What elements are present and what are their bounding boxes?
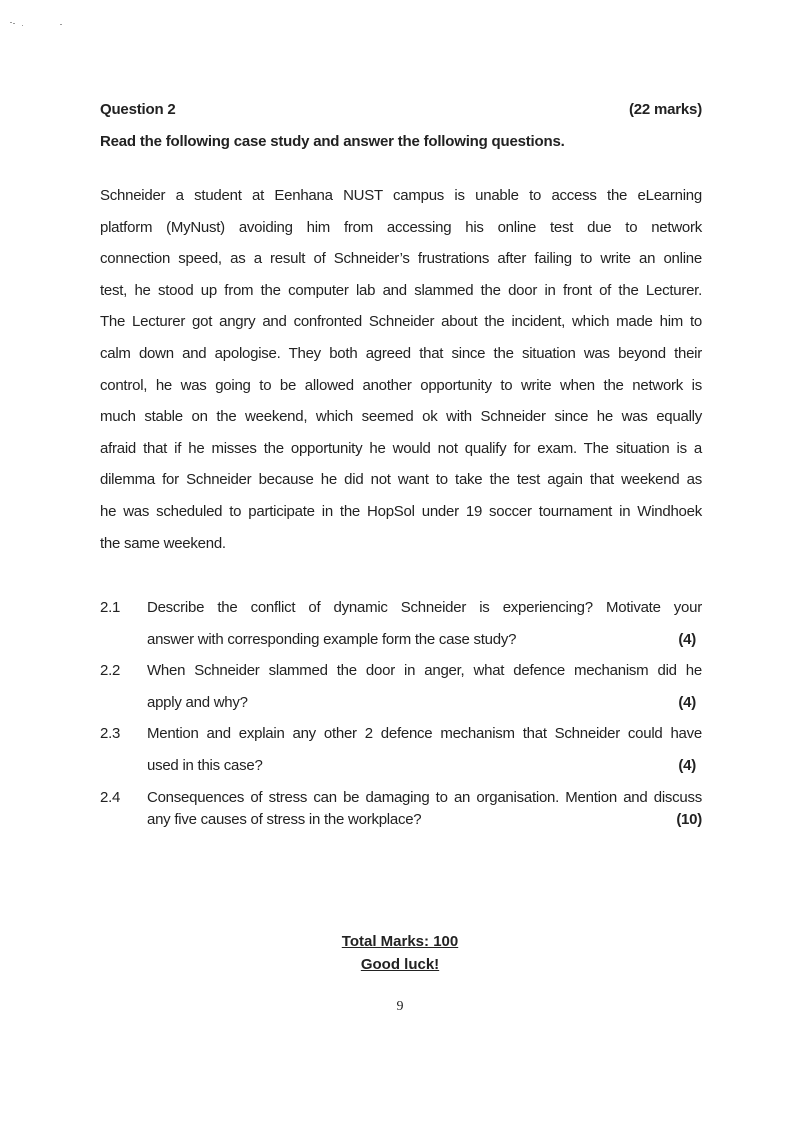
sub-question-number: 2.3: [100, 725, 121, 743]
sub-question-marks: (4): [678, 756, 696, 774]
question-marks: (22 marks): [628, 101, 702, 118]
sub-question-number: 2.4: [100, 788, 121, 806]
case-study-line: dilemma for Schneider because he did not want to take the test again that weekend as: [100, 471, 702, 489]
scan-speck: [60, 24, 62, 25]
total-marks: Total Marks: 100: [341, 933, 459, 950]
sub-question-text: any five causes of stress in the workplace?: [147, 810, 422, 828]
sub-question-marks: (10): [676, 810, 702, 828]
sub-question: [100, 782, 702, 832]
sub-question-marks: (4): [678, 693, 696, 711]
case-study-line: platform (MyNust) avoiding him from accessing his online test due to network: [100, 218, 702, 236]
sub-question: [100, 718, 702, 781]
sub-question-text: answer with corresponding example form the case study?: [147, 630, 517, 648]
page-number: 9: [396, 999, 404, 1014]
case-study-line: Schneider a student at Eenhana NUST campus is unable to access the eLearning: [100, 187, 702, 204]
case-study-line: the same weekend.: [100, 534, 226, 552]
scan-speck: [10, 22, 12, 23]
case-study-line: much stable on the weekend, which seemed ok with Schneider since he was equally: [100, 408, 702, 426]
case-study-paragraph: [100, 180, 702, 559]
scan-speck: [13, 23, 15, 24]
sub-question-marks: (4): [678, 630, 696, 648]
exam-footer: [0, 930, 794, 976]
sub-question-text: Mention and explain any other 2 defence mechanism that Schneider could have: [147, 725, 702, 743]
case-study-line: The Lecturer got angry and confronted Schneider about the incident, which made him to: [100, 313, 702, 331]
sub-question-number: 2.1: [100, 599, 121, 616]
sub-question-text: used in this case?: [147, 756, 263, 774]
sub-question: [100, 592, 702, 655]
good-luck-message: Good luck!: [360, 956, 440, 973]
sub-question-text: apply and why?: [147, 693, 248, 711]
sub-question-text: Consequences of stress can be damaging to an organisation. Mention and discuss: [147, 788, 702, 806]
scan-speck: [22, 25, 23, 26]
case-study-line: control, he was going to be allowed another opportunity to write when the network is: [100, 376, 702, 394]
case-study-line: afraid that if he misses the opportunity he would not qualify for exam. The situation is a: [100, 439, 702, 457]
scan-artifacts: [10, 22, 70, 28]
question-instruction: Read the following case study and answer the following questions.: [100, 133, 565, 150]
case-study-line: calm down and apologise. They both agreed that since the situation was beyond their: [100, 344, 702, 362]
question-header: [100, 101, 702, 118]
sub-question-number: 2.2: [100, 662, 121, 680]
sub-question: [100, 655, 702, 718]
sub-question-text: Describe the conflict of dynamic Schneider is experiencing? Motivate your: [147, 599, 702, 616]
case-study-line: he was scheduled to participate in the HopSol under 19 soccer tournament in Windhoek: [100, 502, 702, 520]
case-study-line: test, he stood up from the computer lab and slammed the door in front of the Lecturer.: [100, 281, 702, 299]
case-study-line: connection speed, as a result of Schneider’s frustrations after failing to write an online: [100, 250, 702, 268]
question-title: Question 2: [100, 101, 176, 118]
sub-question-text: When Schneider slammed the door in anger, what defence mechanism did he: [147, 662, 702, 680]
sub-question-list: [100, 592, 702, 832]
